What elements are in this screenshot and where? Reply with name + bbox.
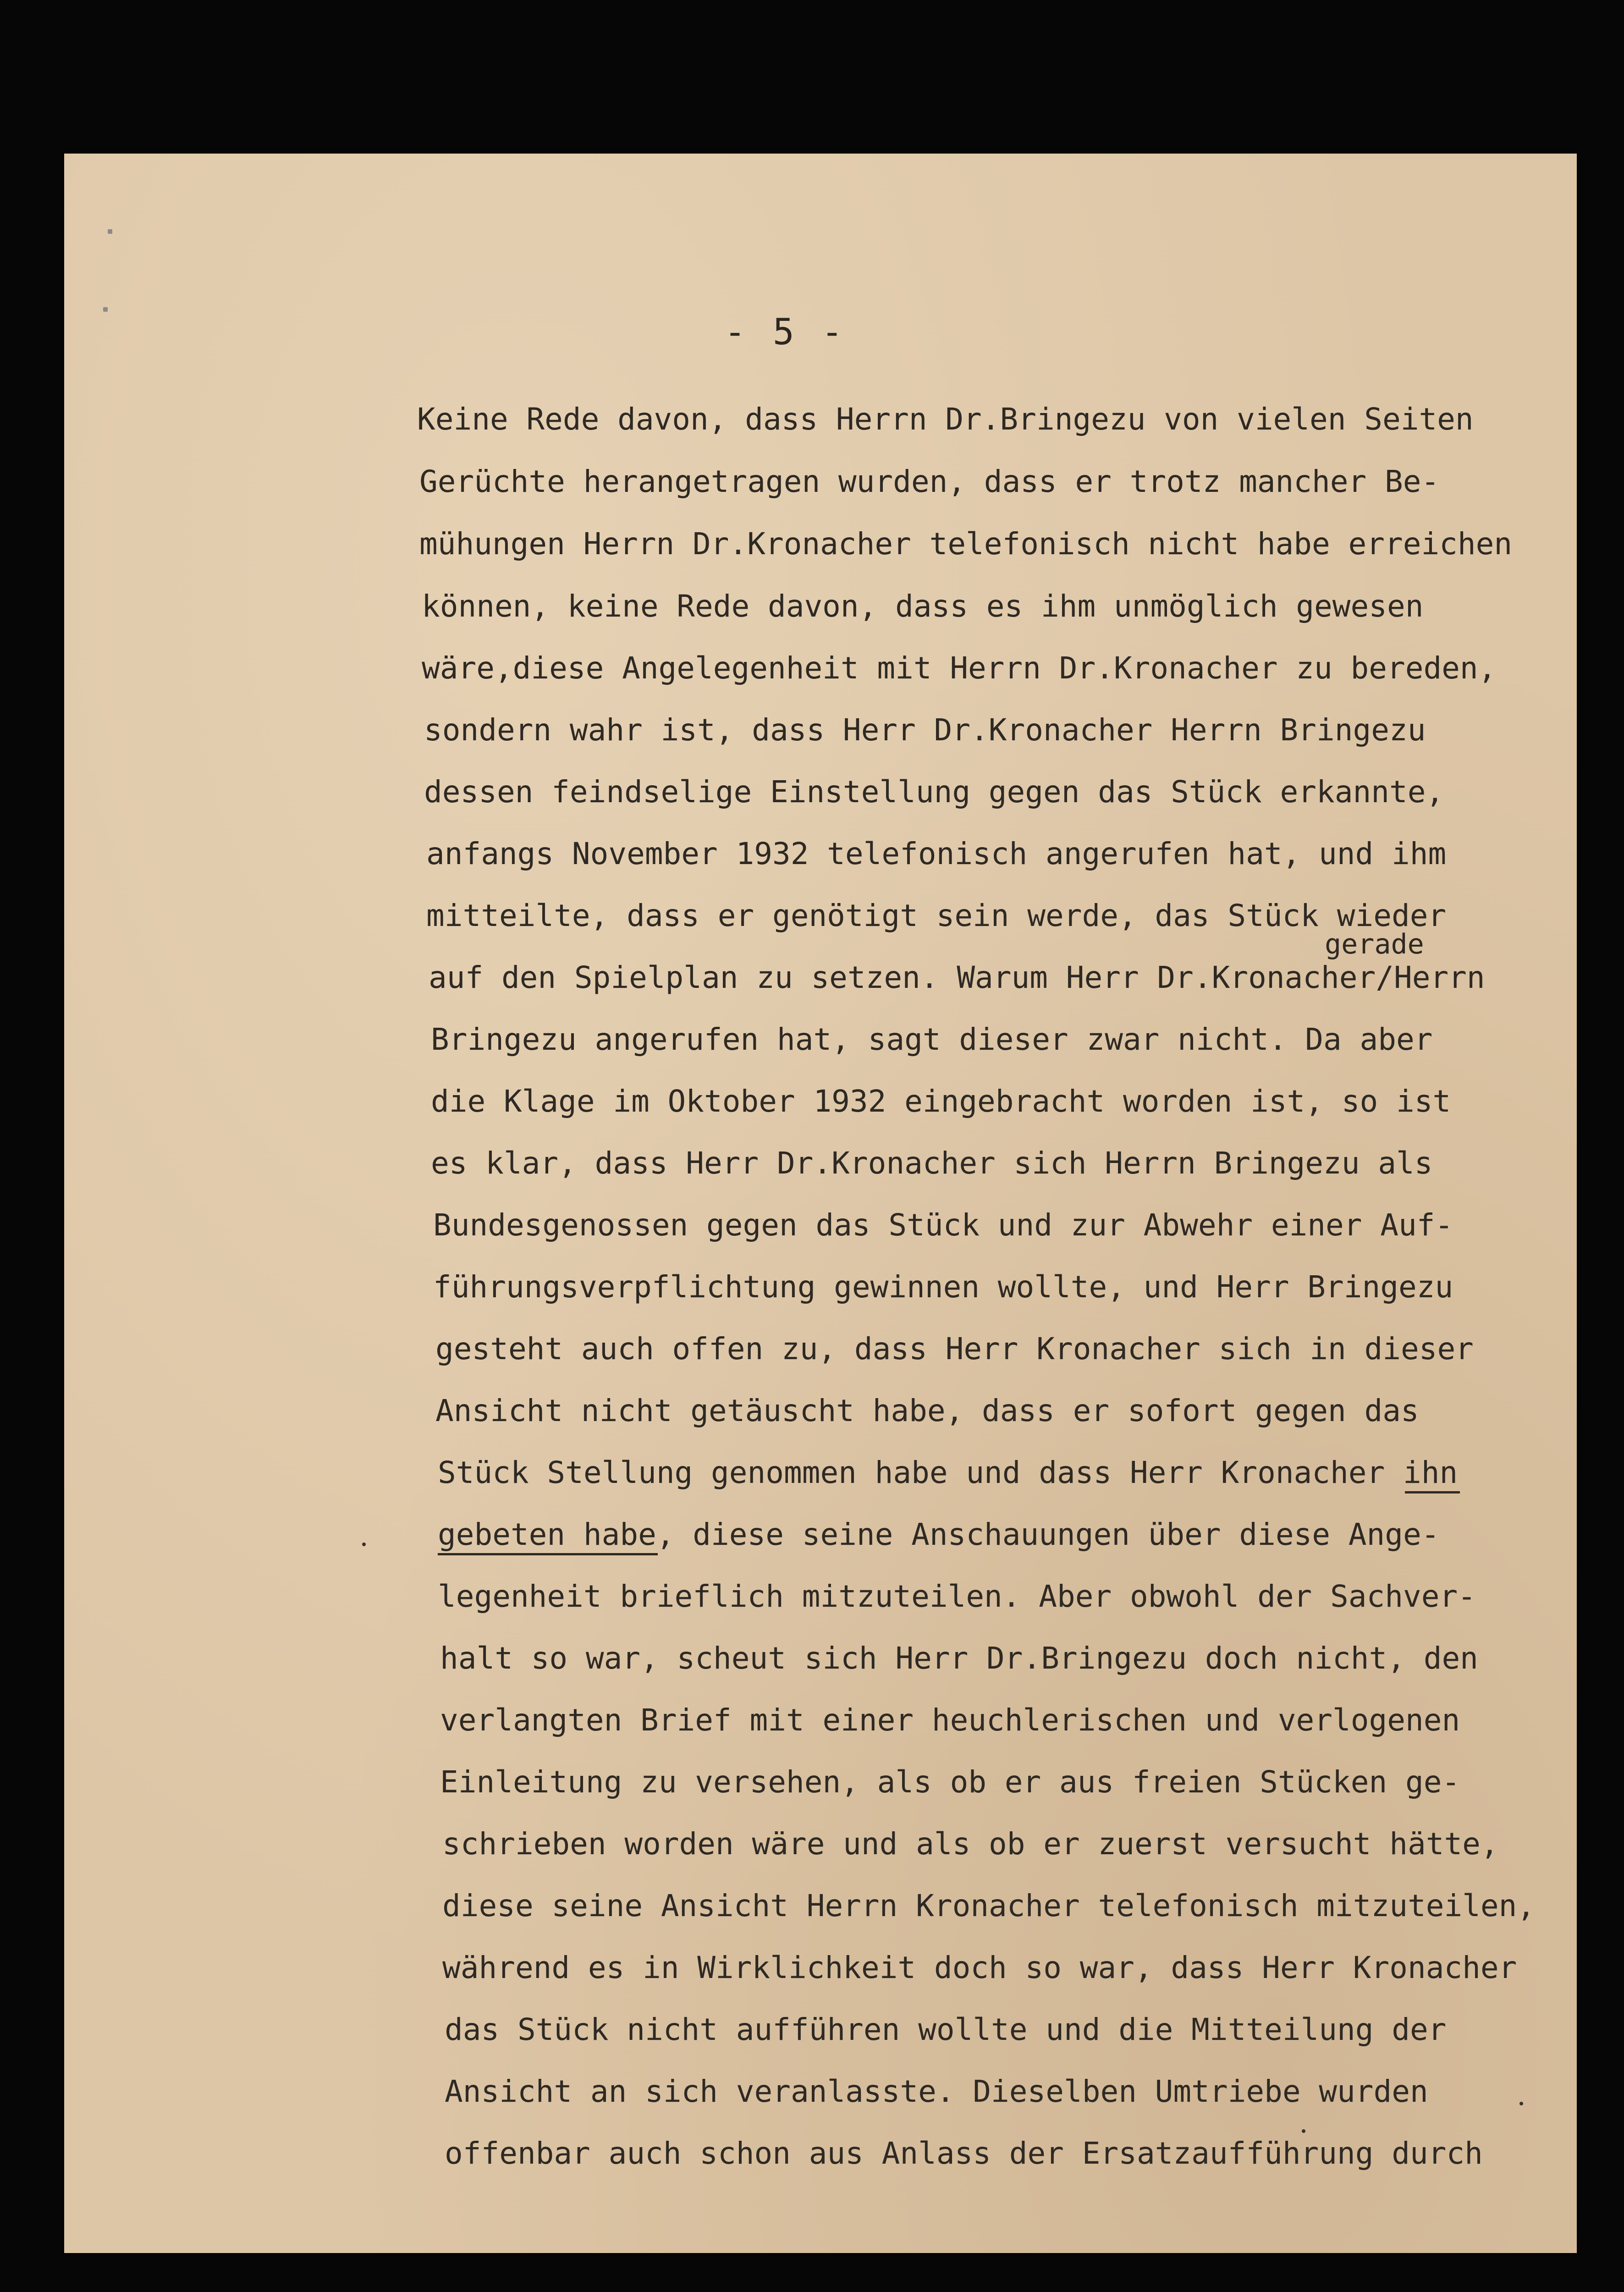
text-line: Ansicht nicht getäuscht habe, dass er sofort gegen das <box>435 1393 1419 1428</box>
page-body <box>64 154 1577 2253</box>
underline-stroke <box>1405 1491 1460 1493</box>
text-line: die Klage im Oktober 1932 eingebracht worden ist, so ist <box>431 1084 1451 1119</box>
underline-stroke <box>438 1553 658 1555</box>
text-line: können, keine Rede davon, dass es ihm unmöglich gewesen <box>422 589 1424 624</box>
text-line-with-underline <box>438 1455 1458 1491</box>
text-line: anfangs November 1932 telefonisch angerufen hat, und ihm <box>426 836 1447 871</box>
text-line: sondern wahr ist, dass Herr Dr.Kronacher Herrn Bringezu <box>424 712 1426 748</box>
paper-speck <box>1302 2129 1305 2133</box>
text-line: Ansicht an sich veranlasste. Dieselben Umtriebe wurden <box>445 2074 1428 2109</box>
scan-edge-mark <box>103 307 108 312</box>
text-line: Einleitung zu versehen, als ob er aus freien Stücken ge- <box>440 1764 1460 1800</box>
text-line: es klar, dass Herr Dr.Kronacher sich Herrn Bringezu als <box>431 1146 1433 1181</box>
text-line: wäre,diese Angelegenheit mit Herrn Dr.Kronacher zu bereden, <box>422 650 1497 686</box>
text-line: diese seine Ansicht Herrn Kronacher telefonisch mitzuteilen, <box>442 1888 1536 1923</box>
text-line: Gerüchte herangetragen wurden, dass er trotz mancher Be- <box>419 464 1440 499</box>
text-line: Bringezu angerufen hat, sagt dieser zwar nicht. Da aber <box>431 1022 1433 1057</box>
scan-edge-mark <box>108 229 112 234</box>
text-line: halt so war, scheut sich Herr Dr.Bringezu doch nicht, den <box>440 1641 1478 1676</box>
text-line: mühungen Herrn Dr.Kronacher telefonisch nicht habe erreichen <box>419 526 1513 562</box>
text-line: verlangten Brief mit einer heuchlerischen und verlogenen <box>440 1702 1460 1738</box>
text-segment: gebeten habe, diese seine Anschauungen über diese Ange- <box>438 1517 1440 1552</box>
paper-speck <box>362 1543 366 1546</box>
text-segment: Stück Stellung genommen habe und dass Herr Kronacher ihn <box>438 1455 1458 1490</box>
text-line: Bundesgenossen gegen das Stück und zur Abwehr einer Auf- <box>433 1207 1453 1243</box>
interlinear-insertion: gerade <box>1325 928 1424 960</box>
text-line: mitteilte, dass er genötigt sein werde, das Stück wieder <box>426 898 1447 933</box>
text-line: Keine Rede davon, dass Herrn Dr.Bringezu von vielen Seiten <box>417 402 1474 437</box>
text-line: auf den Spielplan zu setzen. Warum Herr Dr.Kronacher/Herrn <box>429 960 1485 995</box>
paper-speck <box>1519 2102 1523 2105</box>
text-line: schrieben worden wäre und als ob er zuerst versucht hätte, <box>442 1826 1499 1862</box>
text-line: offenbar auch schon aus Anlass der Ersatzaufführung durch <box>445 2136 1483 2171</box>
text-line-with-underline <box>438 1516 1439 1553</box>
text-line: gesteht auch offen zu, dass Herr Kronacher sich in dieser <box>435 1331 1474 1366</box>
text-line: legenheit brieflich mitzuteilen. Aber obwohl der Sachver- <box>438 1579 1476 1614</box>
text-line: das Stück nicht aufführen wollte und die Mitteilung der <box>445 2012 1447 2047</box>
text-line: führungsverpflichtung gewinnen wollte, und Herr Bringezu <box>433 1269 1453 1305</box>
text-line: während es in Wirklichkeit doch so war, dass Herr Kronacher <box>442 1950 1517 1985</box>
typewritten-page <box>64 154 1577 2253</box>
page-number: - 5 - <box>724 312 846 353</box>
text-line: dessen feindselige Einstellung gegen das Stück erkannte, <box>424 774 1444 810</box>
